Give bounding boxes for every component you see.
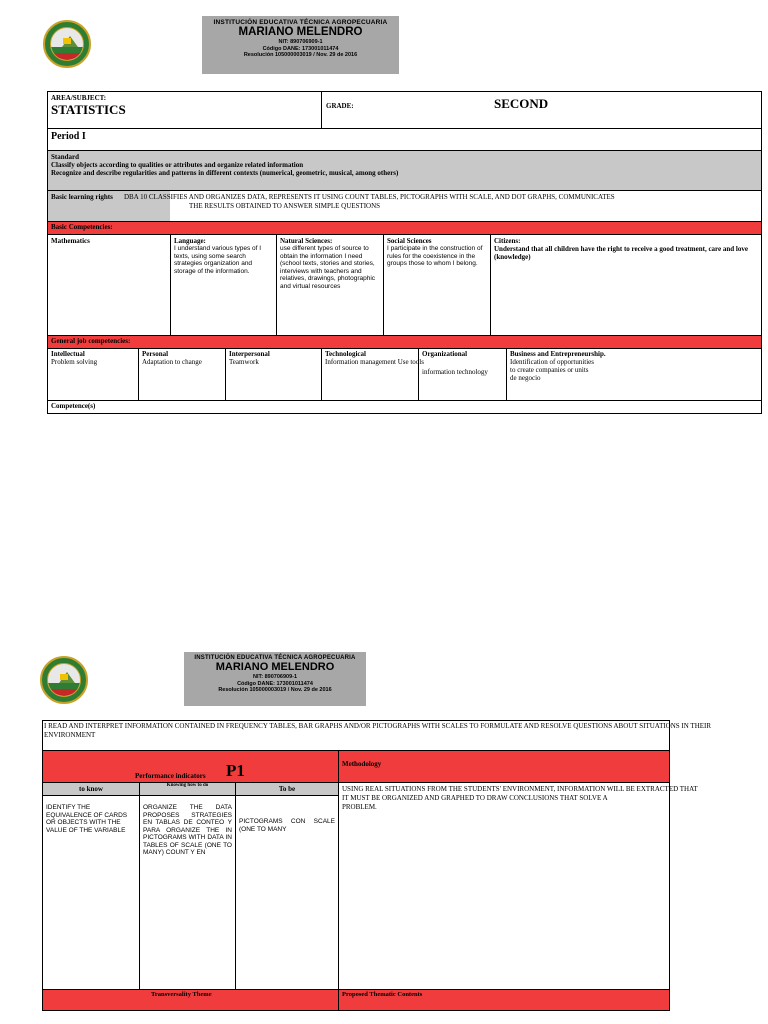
- grade-value: SECOND: [494, 96, 549, 111]
- competence-cell: [47, 400, 762, 414]
- technological-label: Technological: [325, 350, 366, 358]
- school-name: MARIANO MELENDRO: [238, 26, 363, 38]
- dba-label: Basic learning rights: [51, 193, 113, 201]
- organizational-label: Organizational: [422, 350, 468, 358]
- intellectual-label: Intellectual: [51, 350, 85, 358]
- organizational-cell: [418, 348, 507, 401]
- resolution: Resolución 105000003019 / Nov. 29 de 2016: [243, 52, 358, 58]
- natural-sciences-text: use different types of source to obtain the information I need (school texts, stories and stories, interviews with teachers and relatives, drawings, photographic and virtual resources: [280, 245, 376, 290]
- performance-header: [42, 750, 339, 783]
- area-subject-cell: [47, 91, 322, 129]
- business-cell: [506, 348, 762, 401]
- grade-label: GRADE:: [326, 102, 354, 110]
- interpersonal-text: Teamwork: [229, 358, 259, 366]
- technological-cell: [321, 348, 424, 401]
- interpersonal-label: Interpersonal: [229, 350, 270, 358]
- goal-text-2: ENVIRONMENT: [44, 731, 96, 739]
- to-be-content: [235, 795, 339, 990]
- resolution-2: Resolución 105000003019 / Nov. 29 de 2016: [218, 687, 332, 693]
- period-label: Period I: [51, 131, 86, 142]
- language-label: Language:: [174, 237, 206, 245]
- methodology-label: Methodology: [342, 760, 382, 768]
- standard-text-1: Classify objects according to qualities or attributes and organize related information: [51, 161, 304, 169]
- methodology-text-3: PROBLEM.: [342, 803, 377, 811]
- transversality-label: Transversality Theme: [151, 991, 212, 998]
- knowing-how-text: ORGANIZE THE DATA PROPOSES STRATEGIES EN TABLAS DE CONTEO Y PARA ORGANIZE THE IN PICTOGRAMS WITH DATA IN TABLES OF SCALE (ONE TO MANY) COUNT Y EN: [143, 804, 232, 856]
- school-header-banner-2: [184, 652, 366, 706]
- standard-label: Standard: [51, 153, 80, 161]
- citizens-label: Citizens:: [494, 237, 521, 245]
- basic-competencies-header: [47, 221, 762, 235]
- dba-text-2: THE RESULTS OBTAINED TO ANSWER SIMPLE QUESTIONS: [189, 202, 381, 210]
- goal-text-1: I READ AND INTERPRET INFORMATION CONTAINED IN FREQUENCY TABLES, BAR GRAPHS AND/OR PICTOGRAPHS WITH SCALES TO FORMULATE AND RESOLVE QUESTIONS ABOUT SITUATIONS IN THEIR: [44, 722, 712, 730]
- dane-code: Código DANE: 173001011474: [262, 45, 339, 52]
- p1-label: P1: [226, 761, 245, 780]
- to-know-label: to know: [79, 785, 103, 793]
- personal-label: Personal: [142, 350, 169, 358]
- nit: NIT: 890706909-1: [278, 39, 323, 45]
- institution-name-2: INSTITUCIÓN EDUCATIVA TÉCNICA AGROPECUARIA: [194, 655, 356, 661]
- business-text-3: de negocio: [510, 374, 541, 382]
- technological-text: Information management Use tools: [325, 358, 424, 366]
- business-label: Business and Entrepreneurship.: [510, 350, 606, 358]
- social-sciences-cell: [383, 234, 491, 336]
- general-competencies-label: General job competencies:: [51, 337, 131, 345]
- intellectual-text: Problem solving: [51, 358, 98, 366]
- general-competencies-header: [47, 335, 762, 349]
- citizens-cell: [490, 234, 762, 336]
- knowing-how-content: [139, 795, 236, 990]
- dba-text-1: DBA 10 CLASSIFIES AND ORGANIZES DATA, REPRESENTS IT USING COUNT TABLES, PICTOGRAPHS WITH SCALE, AND DOT GRAPHS, COMMUNICATES: [124, 193, 615, 201]
- to-know-text: IDENTIFY THE EQUIVALENCE OF CARDS OR OBJECTS WITH THE VALUE OF THE VARIABLE: [46, 804, 128, 834]
- thematic-cell: [338, 989, 670, 1011]
- methodology-content: [338, 782, 698, 990]
- methodology-header: [338, 750, 670, 783]
- intellectual-cell: [47, 348, 139, 401]
- knowing-how-header: [139, 782, 236, 796]
- period-cell: [47, 128, 762, 151]
- interpersonal-cell: [225, 348, 322, 401]
- methodology-text-2: IT MUST BE ORGANIZED AND GRAPHED TO DRAW CONCLUSIONS THAT SOLVE A: [342, 794, 608, 802]
- language-cell: [170, 234, 277, 336]
- methodology-text-1: USING REAL SITUATIONS FROM THE STUDENTS' ENVIRONMENT, INFORMATION WILL BE EXTRACTED THAT: [342, 785, 698, 793]
- knowing-how-label: Knowing how to do: [166, 783, 209, 788]
- dane-code-2: Código DANE: 173001011474: [237, 680, 313, 687]
- dba-cell: [47, 190, 762, 222]
- personal-cell: [138, 348, 226, 401]
- school-logo-2: [40, 656, 88, 704]
- business-text-1: Identification of opportunities: [510, 358, 594, 366]
- transversality-cell: [42, 989, 339, 1011]
- citizens-text: Understand that all children have the right to receive a good treatment, care and love (knowledge): [494, 245, 748, 261]
- personal-text: Adaptation to change: [142, 358, 202, 366]
- to-be-text: PICTOGRAMS CON SCALE (ONE TO MANY: [239, 818, 335, 833]
- organizational-text: information technology: [422, 368, 488, 376]
- grade-cell: [321, 91, 762, 129]
- to-be-header: [235, 782, 339, 796]
- natural-sciences-cell: [276, 234, 384, 336]
- mathematics-cell: [47, 234, 171, 336]
- institution-name: INSTITUCIÓN EDUCATIVA TÉCNICA AGROPECUARIA: [213, 19, 388, 26]
- natural-sciences-label: Natural Sciences:: [280, 237, 333, 245]
- thematic-label: Proposed Thematic Contents: [342, 991, 423, 998]
- business-text-2: to create companies or units: [510, 366, 589, 374]
- subject-name: STATISTICS: [51, 102, 126, 117]
- to-know-content: [42, 795, 140, 990]
- standard-cell: [47, 150, 762, 191]
- language-text: I understand various types of I texts, using some search strategies organization and storage of the information.: [174, 245, 262, 275]
- to-know-header: [42, 782, 140, 796]
- nit-2: NIT: 890706909-1: [252, 674, 298, 680]
- performance-label: Performance indicators: [135, 772, 206, 780]
- school-logo: [43, 20, 91, 68]
- standard-text-2: Recognize and describe regularities and patterns in different contexts (numerical, geometric, musical, among others): [51, 169, 399, 177]
- area-label: AREA/SUBJECT:: [51, 94, 107, 102]
- school-name-2: MARIANO MELENDRO: [215, 661, 335, 673]
- to-be-label: To be: [278, 785, 296, 793]
- school-header-banner: [202, 16, 399, 74]
- social-sciences-label: Social Sciences: [387, 237, 432, 245]
- mathematics-label: Mathematics: [51, 237, 90, 245]
- basic-competencies-label: Basic Competencies:: [51, 223, 113, 231]
- competence-label: Competence(s): [51, 402, 96, 410]
- social-sciences-text: I participate in the construction of rules for the coexistence in the groups those to whom I belong.: [387, 245, 483, 267]
